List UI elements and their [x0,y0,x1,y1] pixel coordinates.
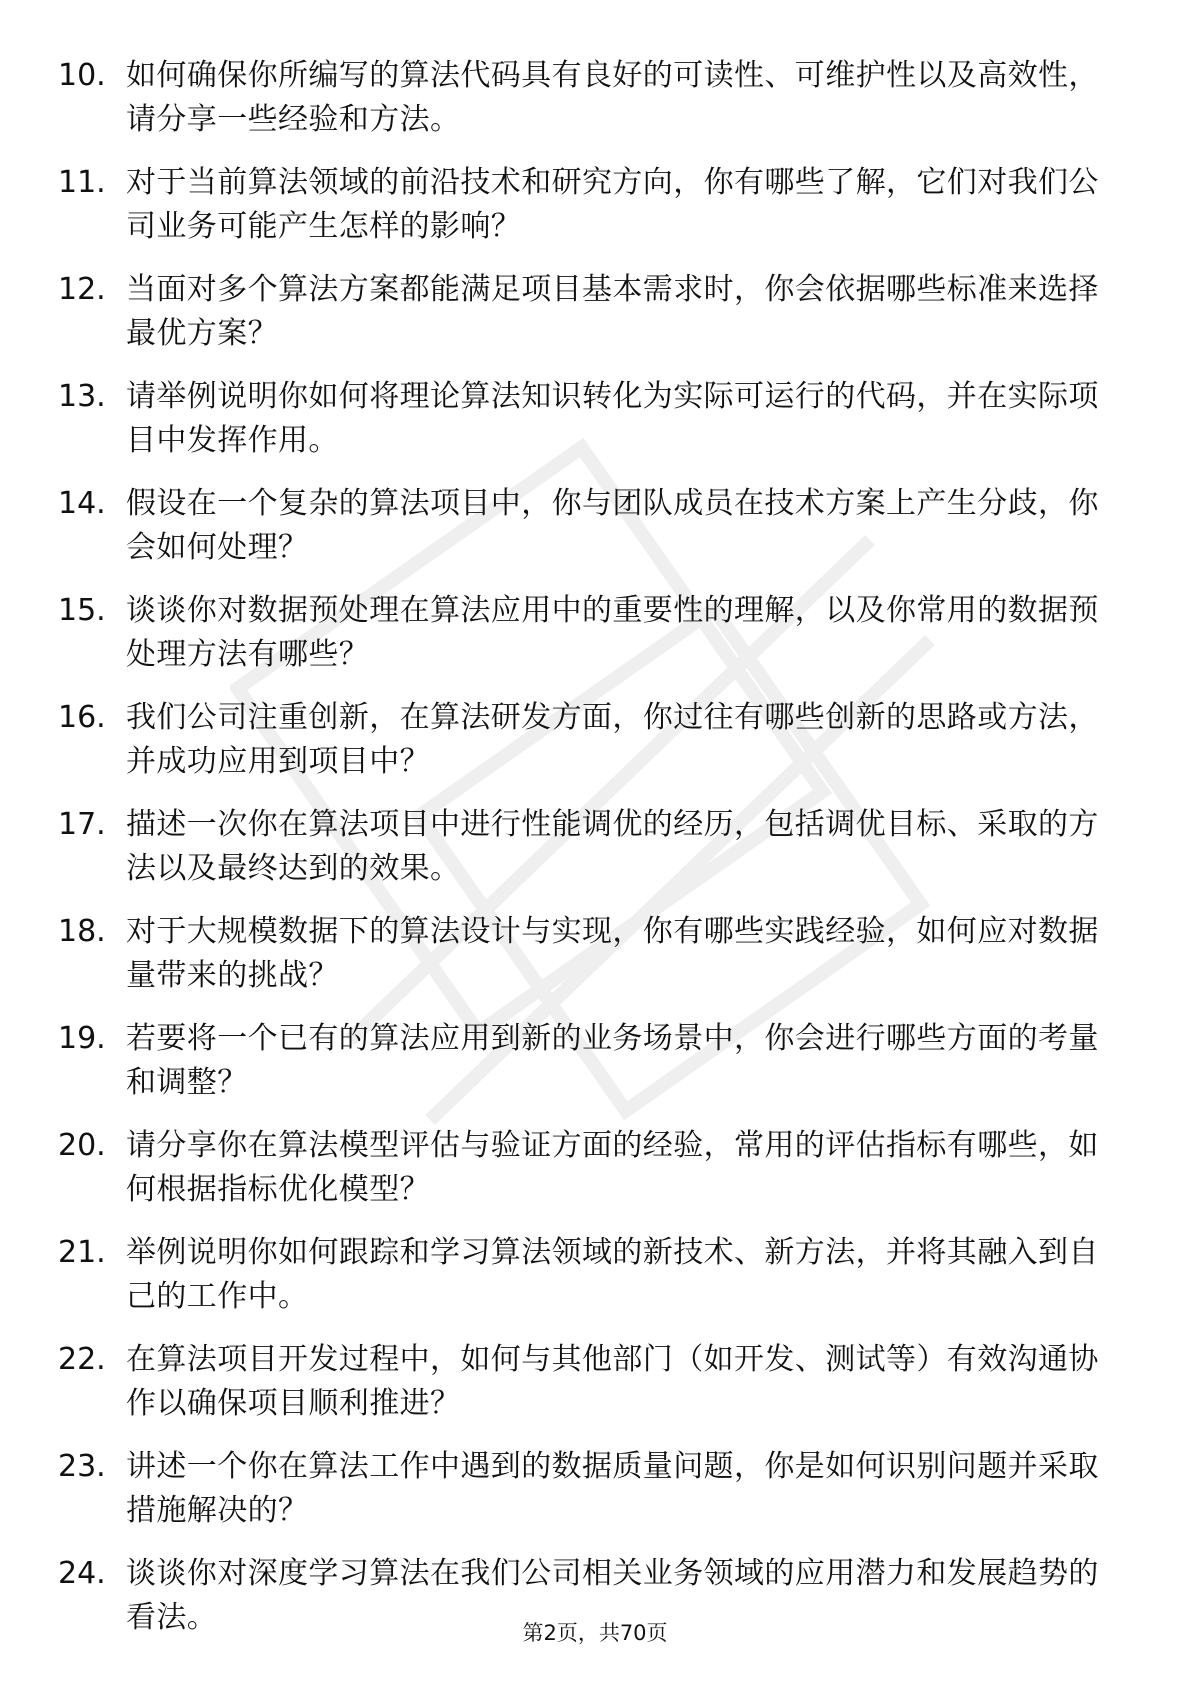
question-text: 描述一次你在算法项目中进行性能调优的经历，包括调优目标、采取的方法以及最终达到的效果。 [126,807,1099,886]
question-number: 20. [58,1128,106,1163]
question-text: 对于大规模数据下的算法设计与实现，你有哪些实践经验，如何应对数据量带来的挑战？ [126,914,1099,993]
question-item [58,1231,1118,1319]
question-item [58,375,1118,463]
question-text: 如何确保你所编写的算法代码具有良好的可读性、可维护性以及高效性，请分享一些经验和方法。 [126,58,1099,137]
question-number: 19. [58,1021,106,1056]
question-number: 15. [58,593,106,628]
question-number: 24. [58,1556,106,1591]
page-footer [0,1618,1190,1648]
question-number: 23. [58,1449,106,1484]
question-item [58,161,1118,249]
question-item [58,1124,1118,1212]
question-item [58,910,1118,998]
question-text: 对于当前算法领域的前沿技术和研究方向，你有哪些了解，它们对我们公司业务可能产生怎样的影响？ [126,165,1099,244]
question-text: 举例说明你如何跟踪和学习算法领域的新技术、新方法，并将其融入到自己的工作中。 [126,1235,1099,1314]
question-text: 在算法项目开发过程中，如何与其他部门（如开发、测试等）有效沟通协作以确保项目顺利推进？ [126,1342,1099,1421]
question-text: 谈谈你对深度学习算法在我们公司相关业务领域的应用潜力和发展趋势的看法。 [126,1556,1099,1635]
question-text: 讲述一个你在算法工作中遇到的数据质量问题，你是如何识别问题并采取措施解决的？ [126,1449,1099,1528]
page-indicator: 第2页，共70页 [522,1621,668,1645]
question-number: 18. [58,914,106,949]
question-item [58,54,1118,142]
question-number: 10. [58,58,106,93]
question-item [58,1017,1118,1105]
question-number: 17. [58,807,106,842]
question-text: 谈谈你对数据预处理在算法应用中的重要性的理解，以及你常用的数据预处理方法有哪些？ [126,593,1099,672]
question-item [58,268,1118,356]
question-text: 我们公司注重创新，在算法研发方面，你过往有哪些创新的思路或方法，并成功应用到项目中？ [126,700,1099,779]
question-text: 请分享你在算法模型评估与验证方面的经验，常用的评估指标有哪些，如何根据指标优化模型？ [126,1128,1099,1207]
question-text: 请举例说明你如何将理论算法知识转化为实际可运行的代码，并在实际项目中发挥作用。 [126,379,1099,458]
question-number: 13. [58,379,106,414]
question-number: 22. [58,1342,106,1377]
question-number: 16. [58,700,106,735]
question-number: 11. [58,165,106,200]
question-text: 若要将一个已有的算法应用到新的业务场景中，你会进行哪些方面的考量和调整？ [126,1021,1099,1100]
question-number: 12. [58,272,106,307]
question-number: 21. [58,1235,106,1270]
question-item [58,696,1118,784]
question-item [58,1338,1118,1426]
question-item [58,589,1118,677]
question-text: 假设在一个复杂的算法项目中，你与团队成员在技术方案上产生分歧，你会如何处理？ [126,486,1099,565]
question-item [58,803,1118,891]
question-list [58,54,1118,1659]
question-item [58,1445,1118,1533]
question-number: 14. [58,486,106,521]
question-item [58,482,1118,570]
question-text: 当面对多个算法方案都能满足项目基本需求时，你会依据哪些标准来选择最优方案？ [126,272,1099,351]
